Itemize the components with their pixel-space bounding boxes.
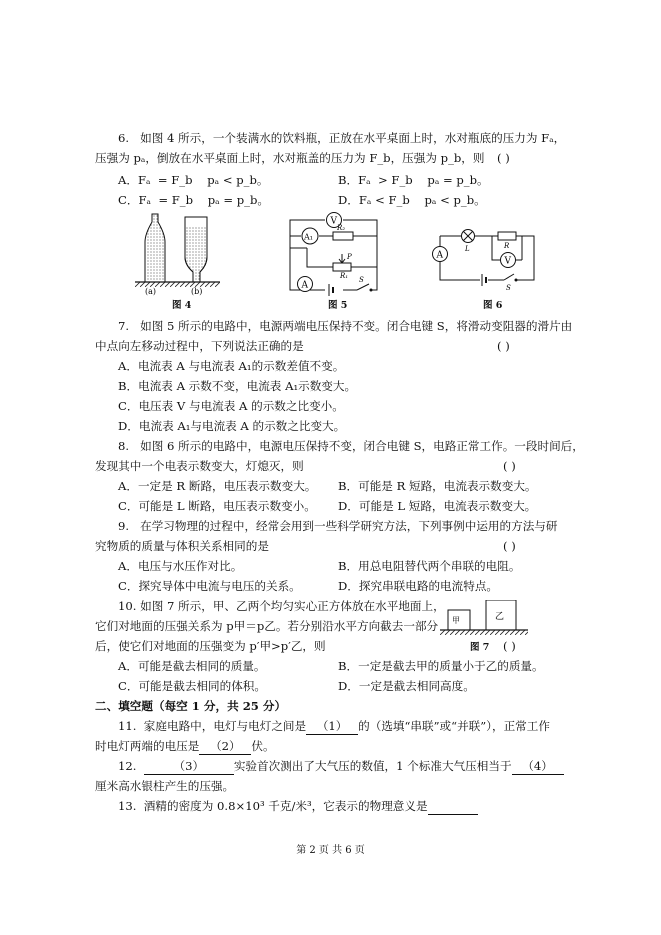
figure-5-caption: 图 5 <box>328 300 348 311</box>
fig5-p-label: P <box>347 253 352 261</box>
q6-option-a: A．Fₐ = F_b pₐ < p_b。 <box>118 173 269 187</box>
q12-line2: 厘米高水银柱产生的压强。 <box>95 779 235 793</box>
q12-text-pre: 12. <box>118 759 144 773</box>
q11-text-pre: 11. 家庭电路中，电灯与电灯之间是 <box>118 719 307 733</box>
q10-line1: 10. 如图 7 所示，甲、乙两个均匀实心正方体放在水平地面上， <box>118 599 445 613</box>
q9-line2: 究物质的质量与体积关系相同的是 <box>95 539 269 553</box>
q12-blank-4: （4） <box>512 758 564 775</box>
figure-4-bottles <box>135 212 220 297</box>
q9-option-c: C．探究导体中电流与电压的关系。 <box>118 579 301 593</box>
q11-blank-1: （1） <box>306 718 358 735</box>
fig5-ammeter-a1-label: A₁ <box>304 232 313 242</box>
q11-line2-post: 伏。 <box>251 739 275 753</box>
q7-option-d: D．电流表 A₁与电流表 A 的示数之比变大。 <box>118 419 346 433</box>
q10-option-a: A．可能是截去相同的质量。 <box>118 659 266 673</box>
figure-6-circuit <box>430 218 540 290</box>
figure-5-circuit <box>285 212 385 298</box>
q12-blank-3: （3） <box>144 758 234 775</box>
q10-line2: 它们对地面的压强关系为 p甲＝p乙。若分别沿水平方向截去一部分 <box>95 619 439 633</box>
q13-line1 <box>118 798 478 815</box>
q10-line3: 后，使它们对地面的压强变为 p′甲>p′乙，则 <box>95 639 326 653</box>
fig6-ammeter-label: A <box>436 250 443 261</box>
q11-line2 <box>95 738 275 755</box>
fig5-r2-label: R₂ <box>337 224 346 232</box>
q7-option-b: B．电流表 A 示数不变，电流表 A₁示数变大。 <box>118 379 357 393</box>
fig6-voltmeter-label: V <box>504 256 511 267</box>
figure-7-caption: 图 7 <box>470 642 490 653</box>
q6-option-d: D．Fₐ < F_b pₐ < p_b。 <box>338 193 486 207</box>
page-footer: 第 2 页 共 6 页 <box>296 845 365 856</box>
q8-option-c: C．可能是 L 断路，电压表示数变小。 <box>118 499 316 513</box>
q6-option-b: B．Fₐ > F_b pₐ = p_b。 <box>338 173 489 187</box>
q11-line2-pre: 时电灯两端的电压是 <box>95 739 200 753</box>
q8-option-d: D．可能是 L 短路，电流表示数变大。 <box>338 499 537 513</box>
q10-option-d: D．一定是截去相同高度。 <box>338 679 475 693</box>
fig7-yi-label: 乙 <box>495 612 505 622</box>
fig6-switch-label: S <box>506 284 511 290</box>
q8-option-a: A．一定是 R 断路，电压表示数变大。 <box>118 479 317 493</box>
q11-text-mid: 的（选填“串联”或“并联”），正常工作 <box>358 719 550 733</box>
figure-6-caption: 图 6 <box>483 300 503 311</box>
q8-option-b: B．可能是 R 短路，电流表示数变大。 <box>338 479 537 493</box>
q12-text-mid: 实验首次测出了大气压的数值，1 个标准大气压相当于 <box>233 759 512 773</box>
q8-answer-paren: ( ) <box>503 459 516 473</box>
q7-option-a: A．电流表 A 与电流表 A₁的示数差值不变。 <box>118 359 345 373</box>
fig5-voltmeter-label: V <box>330 216 337 227</box>
q8-line1: 8. 如图 6 所示的电路中，电源电压保持不变，闭合电键 S，电路正常工作。一段时间后， <box>118 439 584 453</box>
q9-answer-paren: ( ) <box>503 539 516 553</box>
fig4-label-b: (b) <box>191 287 203 296</box>
q10-answer-paren: ( ) <box>503 639 516 653</box>
q6-answer-paren: ( ) <box>497 151 510 165</box>
q9-line1: 9. 在学习物理的过程中，经常会用到一些科学研究方法，下列事例中运用的方法与研 <box>118 519 558 533</box>
q13-text: 13. 酒精的密度为 0.8×10³ 千克/米³，它表示的物理意义是 <box>118 799 428 813</box>
figure-4-caption: 图 4 <box>172 300 192 311</box>
q7-line1: 7. 如图 5 所示的电路中，电源两端电压保持不变。闭合电键 S，将滑动变阻器的滑片由 <box>118 319 573 333</box>
q8-line2: 发现其中一个电表示数变大，灯熄灭，则 <box>95 459 304 473</box>
q7-line2: 中点向左移动过程中，下列说法正确的是 <box>95 339 304 353</box>
q9-option-d: D．探究串联电路的电流特点。 <box>338 579 499 593</box>
q7-option-c: C．电压表 V 与电流表 A 的示数之比变小。 <box>118 399 344 413</box>
q11-line1 <box>118 718 550 735</box>
fig5-switch-label: S <box>359 276 364 284</box>
q6-line1: 6. 如图 4 所示，一个装满水的饮料瓶，正放在水平桌面上时，水对瓶底的压力为 Fₐ， <box>118 131 566 145</box>
figure-7-cubes <box>440 600 530 636</box>
q6-line2: 压强为 pₐ，倒放在水平桌面上时，水对瓶盖的压力为 F_b，压强为 p_b，则 <box>95 151 485 165</box>
q11-blank-2: （2） <box>199 738 251 755</box>
fig7-jia-label: 甲 <box>452 616 460 625</box>
q9-option-b: B．用总电阻替代两个串联的电阻。 <box>338 559 521 573</box>
fig5-ammeter-a-label: A <box>301 280 308 291</box>
q10-option-b: B．一定是截去甲的质量小于乙的质量。 <box>338 659 544 673</box>
q10-option-c: C．可能是截去相同的体积。 <box>118 679 266 693</box>
q7-answer-paren: ( ) <box>497 339 510 353</box>
section-2-title: 二、填空题（每空 1 分，共 25 分） <box>95 699 287 713</box>
q12-line1 <box>118 758 564 775</box>
q6-option-c: C．Fₐ = F_b pₐ = p_b。 <box>118 193 269 207</box>
fig5-r1-label: R₁ <box>340 272 349 280</box>
q13-blank <box>428 798 478 815</box>
fig6-lamp-label: L <box>465 245 470 253</box>
q9-option-a: A．电压与水压作对比。 <box>118 559 243 573</box>
fig4-label-a: (a) <box>145 287 157 296</box>
fig6-r-label: R <box>504 242 510 250</box>
